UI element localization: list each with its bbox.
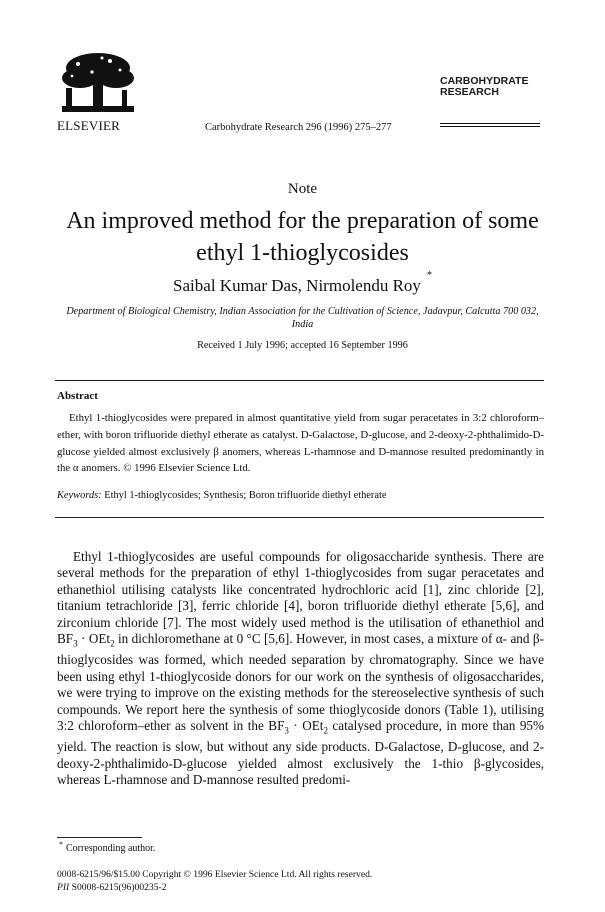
oet2-subscript: 2 <box>323 725 328 736</box>
corresponding-author-mark: * <box>426 270 432 282</box>
oet2-subscript: 2 <box>110 638 115 649</box>
publisher-name: ELSEVIER <box>57 118 120 133</box>
journal-citation: Carbohydrate Research 296 (1996) 275–277 <box>205 122 392 133</box>
article-title: An improved method for the preparation of some ethyl 1-thioglycosides <box>66 208 539 266</box>
abstract-heading: Abstract <box>57 390 98 402</box>
pii-value: S0008-6215(96)00235-2 <box>71 882 167 893</box>
header-rule-top <box>440 123 540 124</box>
article-type: Note <box>287 181 318 197</box>
received-dates: Received 1 July 1996; accepted 16 September 1996 <box>197 340 408 351</box>
footnote-mark: * <box>59 840 63 849</box>
body-text-3: in dichloromethane at 0 °C [5,6]. However, in most cases, a mixture of α- and β-thioglycosides was formed, which needed separation by chromatography. Since we have been using ethyl 1-thioglycoside donors for our work on the synthesis of oligosaccharides, we were trying to improve on the existing methods for the stereoselective synthesis of such compounds. We report here the synthesis of some thioglycoside donors (Table 1), utilising 3:2 chloroform–ether as solvent in the BF <box>57 631 544 734</box>
bf3-subscript: 3 <box>73 638 78 649</box>
copyright-block <box>57 868 372 894</box>
elsevier-tree-logo <box>58 52 138 114</box>
bf3-subscript: 3 <box>284 725 289 736</box>
abstract-top-rule <box>55 380 544 381</box>
abstract-bottom-rule <box>55 517 544 518</box>
affiliation: Department of Biological Chemistry, Indian Association for the Cultivation of Science, Jadavpur, Calcutta 700 032, India <box>66 306 539 330</box>
keywords-label: Keywords: <box>57 490 102 501</box>
pii-line <box>57 881 372 894</box>
keywords-line <box>57 490 544 501</box>
body-text-4: · OEt <box>288 718 324 734</box>
body-paragraph <box>57 549 544 789</box>
pii-label: PII <box>57 882 70 893</box>
copyright-line: 0008-6215/96/$15.00 Copyright © 1996 Elsevier Science Ltd. All rights reserved. <box>57 869 373 880</box>
abstract-text: Ethyl 1-thioglycosides were prepared in almost quantitative yield from sugar peracetates in 3:2 chloroform–ether, with boron trifluoride diethyl etherate as catalyst. D-Galactose, D-glucose, and 2-deoxy-2-phthalimido-D-glucose yielded almost exclusively β anomers, whereas L-rhamnose and D-mannose resulted predominantly in the α anomers. © 1996 Elsevier Science Ltd. <box>57 412 544 475</box>
footnote-text: Corresponding author. <box>66 843 156 854</box>
body-text-2: · OEt <box>77 631 111 647</box>
body-text-5: catalysed procedure, in more than 95% yield. The reaction is slow, but without any side products. D-Galactose, D-glucose, and 2-deoxy-2-phthalimido-D-glucose yielded almost exclusively the 1-thio β-glycosides, whereas L-rhamnose and D-mannose resulted predomi- <box>57 718 544 788</box>
header-rule-bottom <box>440 126 540 127</box>
journal-name-line1: CARBOHYDRATE <box>440 75 529 87</box>
journal-name <box>440 76 528 98</box>
footnote-rule <box>57 837 142 838</box>
body-text-1: Ethyl 1-thioglycosides are useful compounds for oligosaccharide synthesis. There are several methods for the preparation of ethyl 1-thioglycosides from sugar peracetates and ethanethiol utilising catalysts like concentrated hydrochloric acid [1], zinc chloride [2], titanium tetrachloride [3], ferric chloride [4], boron trifluoride diethyl etherate [5,6], and zirconium chloride [7]. The most widely used method is the utilisation of ethanethiol and BF <box>57 549 544 647</box>
journal-name-line2: RESEARCH <box>440 86 499 98</box>
keywords: Ethyl 1-thioglycosides; Synthesis; Boron trifluoride diethyl etherate <box>104 490 387 501</box>
authors: Saibal Kumar Das, Nirmolendu Roy <box>173 276 421 295</box>
author-line <box>0 270 605 296</box>
footnote <box>59 840 156 854</box>
